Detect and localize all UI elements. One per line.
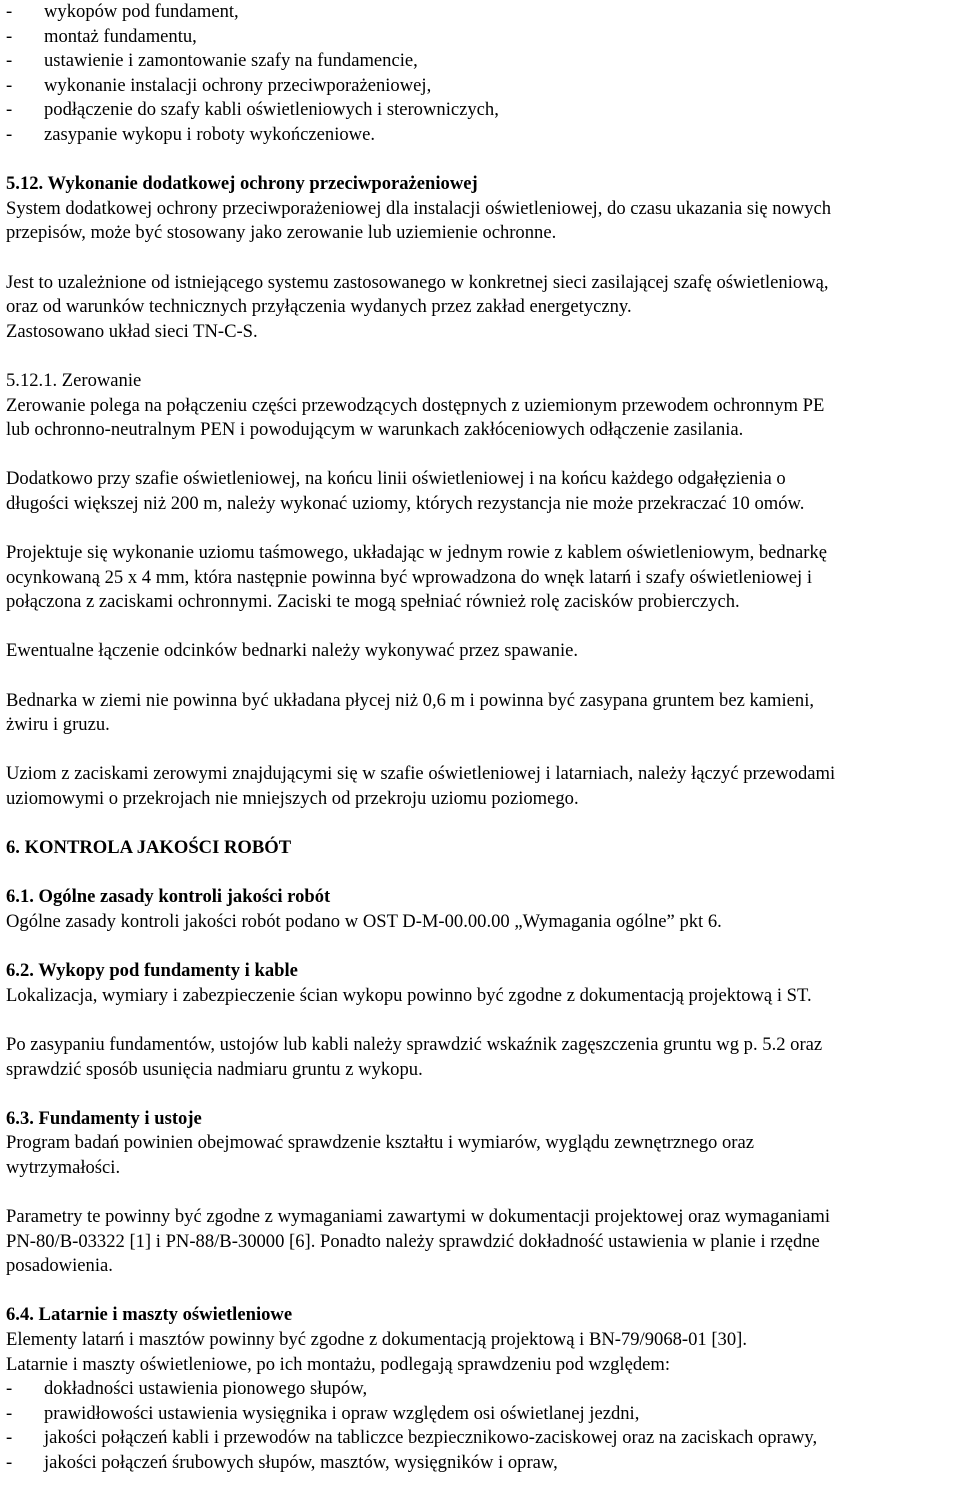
paragraph-line: wytrzymałości. — [6, 1156, 121, 1178]
section-heading-6: 6. KONTROLA JAKOŚCI ROBÓT — [6, 837, 292, 859]
paragraph-line: Parametry te powinny być zgodne z wymaganiami zawartymi w dokumentacji projektowej oraz wymaganiami — [6, 1206, 831, 1228]
paragraph-line: Lokalizacja, wymiary i zabezpieczenie ścian wykopu powinno być zgodne z dokumentacją projektową i ST. — [6, 984, 812, 1006]
paragraph-line: PN-80/B-03322 [1] i PN-88/B-30000 [6]. Ponadto należy sprawdzić dokładność ustawienia w planie i rzędne — [6, 1230, 820, 1252]
list-dash: - — [6, 50, 13, 72]
paragraph-line: Ogólne zasady kontroli jakości robót podano w OST D-M-00.00.00 „Wymagania ogólne” pkt 6. — [6, 910, 722, 932]
section-heading-6-2: 6.2. Wykopy pod fundamenty i kable — [6, 960, 298, 982]
top-list — [6, 0, 954, 148]
section-heading-5-12: 5.12. Wykonanie dodatkowej ochrony przeciwporażeniowej — [6, 173, 478, 195]
list-item — [6, 1426, 954, 1451]
list-item — [6, 1402, 954, 1427]
paragraph-line: Program badań powinien obejmować sprawdzenie kształtu i wymiarów, wyglądu zewnętrznego oraz — [6, 1132, 754, 1154]
paragraph-line: Bednarka w ziemi nie powinna być układana płycej niż 0,6 m i powinna być zasypana gruntem bez kamieni, — [6, 689, 815, 711]
list-dash: - — [6, 1378, 13, 1400]
list-item — [6, 1377, 954, 1402]
list-item-text: zasypanie wykopu i roboty wykończeniowe. — [44, 123, 375, 145]
paragraph-line: Dodatkowo przy szafie oświetleniowej, na końcu linii oświetleniowej i na końcu każdego odgałęzienia o — [6, 468, 786, 490]
paragraph-line: połączona z zaciskami ochronnymi. Zaciski te mogą spełniać również rolę zacisków probierczych. — [6, 591, 740, 613]
list-item-text: montaż fundamentu, — [44, 25, 197, 47]
list-item — [6, 49, 954, 74]
list-item-text: ustawienie i zamontowanie szafy na fundamencie, — [44, 50, 418, 72]
paragraph-line: długości większej niż 200 m, należy wykonać uziomy, których rezystancja nie może przekraczać 10 omów. — [6, 492, 805, 514]
inspection-list — [6, 1377, 954, 1475]
list-item — [6, 1451, 954, 1476]
paragraph-line: Latarnie i maszty oświetleniowe, po ich montażu, podlegają sprawdzeniu pod względem: — [6, 1353, 671, 1375]
section-heading-5-12-1: 5.12.1. Zerowanie — [6, 369, 142, 391]
paragraph-line: Zerowanie polega na połączeniu części przewodzących dostępnych z uziemionym przewodem ochronnym PE — [6, 394, 825, 416]
list-item-text: podłączenie do szafy kabli oświetleniowych i sterowniczych, — [44, 99, 499, 121]
paragraph-line: System dodatkowej ochrony przeciwporażeniowej dla instalacji oświetleniowej, do czasu ukazania się nowych — [6, 197, 832, 219]
paragraph-line: Ewentualne łączenie odcinków bednarki należy wykonywać przez spawanie. — [6, 640, 579, 662]
section-heading-6-1: 6.1. Ogólne zasady kontroli jakości robót — [6, 886, 331, 908]
section-heading-6-3: 6.3. Fundamenty i ustoje — [6, 1107, 202, 1129]
list-dash: - — [6, 1452, 13, 1474]
list-dash: - — [6, 25, 13, 47]
list-item-text: wykonanie instalacji ochrony przeciwporażeniowej, — [44, 74, 432, 96]
list-dash: - — [6, 1402, 13, 1424]
list-item — [6, 123, 954, 148]
paragraph-line: ocynkowaną 25 x 4 mm, która następnie powinna być wprowadzona do wnęk latarń i szafy oświetleniowej i — [6, 566, 813, 588]
paragraph-line: Projektuje się wykonanie uziomu taśmowego, układając w jednym rowie z kablem oświetleniowym, bednarkę — [6, 542, 828, 564]
list-item-text: jakości połączeń śrubowych słupów, masztów, wysięgników i opraw, — [44, 1452, 558, 1474]
list-item-text: prawidłowości ustawienia wysięgnika i opraw względem osi oświetlanej jezdni, — [44, 1402, 640, 1424]
list-dash: - — [6, 123, 13, 145]
list-item — [6, 0, 954, 25]
paragraph-line: przepisów, może być stosowany jako zerowanie lub uziemienie ochronne. — [6, 222, 557, 244]
paragraph-line: Elementy latarń i masztów powinny być zgodne z dokumentacją projektową i BN-79/9068-01 [30]. — [6, 1329, 747, 1351]
list-item — [6, 25, 954, 50]
paragraph-line: uziomowymi o przekrojach nie mniejszych od przekroju uziomu poziomego. — [6, 788, 579, 809]
paragraph-line: Zastosowano układ sieci TN-C-S. — [6, 320, 258, 342]
list-dash: - — [6, 74, 13, 96]
list-item — [6, 74, 954, 99]
paragraph-line: sprawdzić sposób usunięcia nadmiaru gruntu z wykopu. — [6, 1058, 423, 1080]
list-dash: - — [6, 1427, 13, 1449]
paragraph-line: lub ochronno-neutralnym PEN i powodującym w warunkach zakłóceniowych odłączenie zasilania. — [6, 419, 744, 441]
paragraph-line: oraz od warunków technicznych przyłączenia wydanych przez zakład energetyczny. — [6, 296, 632, 318]
list-dash: - — [6, 99, 13, 121]
list-item-text: wykopów pod fundament, — [44, 1, 239, 22]
paragraph-line: Uziom z zaciskami zerowymi znajdującymi się w szafie oświetleniowej i latarniach, należy łączyć przewodami — [6, 763, 836, 785]
section-heading-6-4: 6.4. Latarnie i maszty oświetleniowe — [6, 1304, 293, 1326]
list-dash: - — [6, 1, 13, 22]
list-item — [6, 98, 954, 123]
paragraph-line: posadowienia. — [6, 1255, 113, 1277]
paragraph-line: żwiru i gruzu. — [6, 714, 110, 736]
list-item-text: dokładności ustawienia pionowego słupów, — [44, 1378, 368, 1400]
list-item-text: jakości połączeń kabli i przewodów na tabliczce bezpiecznikowo-zaciskowej oraz na zaciskach oprawy, — [44, 1427, 818, 1449]
paragraph-line: Po zasypaniu fundamentów, ustojów lub kabli należy sprawdzić wskaźnik zagęszczenia gruntu wg p. 5.2 oraz — [6, 1033, 823, 1055]
paragraph-line: Jest to uzależnione od istniejącego systemu zastosowanego w konkretnej sieci zasilającej szafę oświetleniową, — [6, 271, 829, 293]
